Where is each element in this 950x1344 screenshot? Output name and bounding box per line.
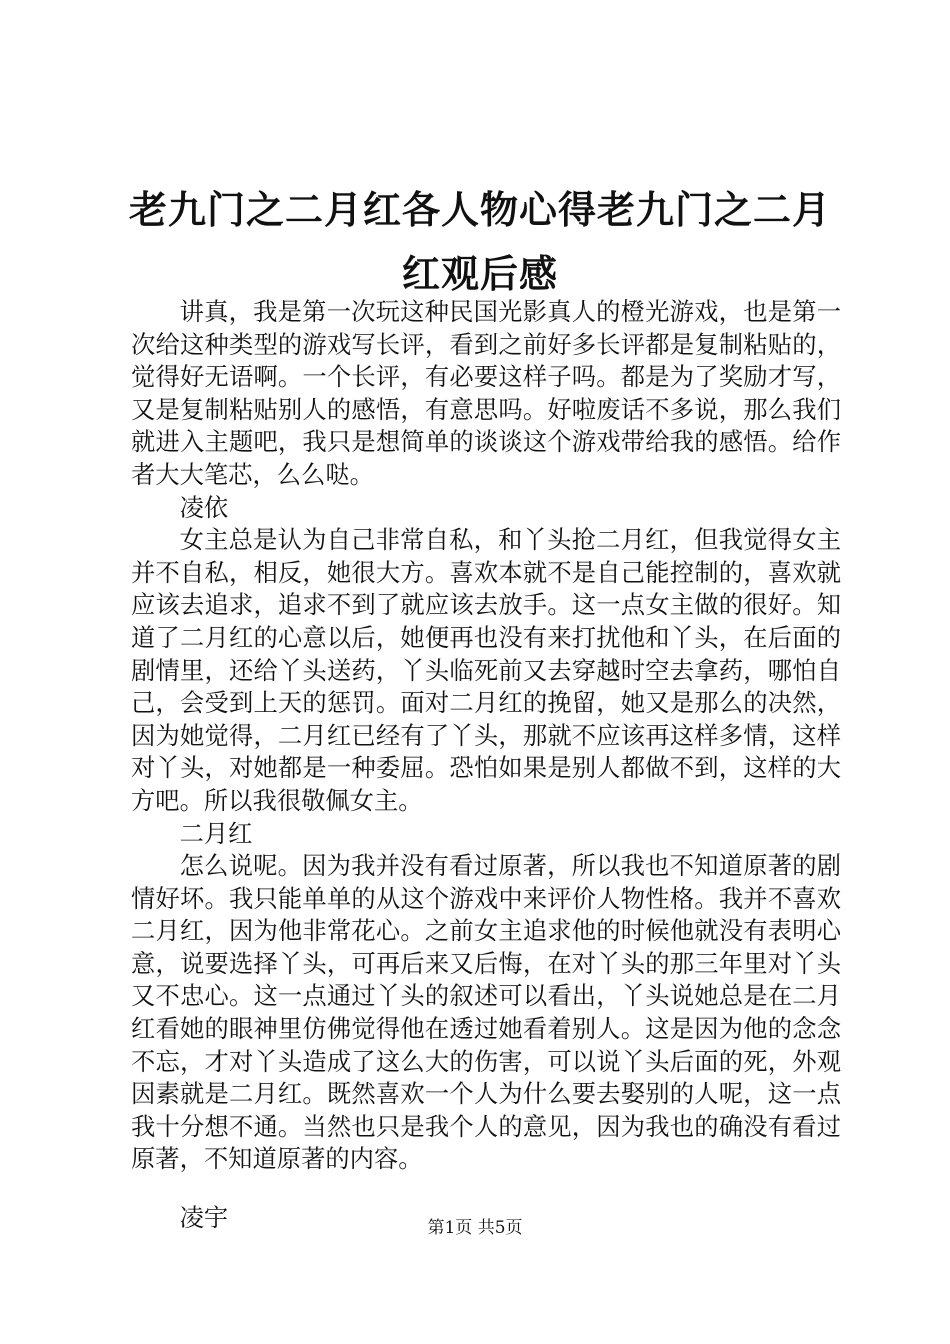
section-heading-eryuehong: 二月红 (179, 818, 253, 848)
document-body (131, 296, 841, 1235)
section-heading-lingyu: 凌宇 (179, 1203, 229, 1233)
section-heading-lingyi: 凌依 (179, 492, 229, 522)
paragraph-lingyi: 女主总是认为自己非常自私，和丫头抢二月红，但我觉得女主并不自私，相反，她很大方。喜欢本就不是自己能控制的，喜欢就应该去追求，追求不到了就应该去放手。这一点女主做的很好。知道了二月红的心意以后，她便再也没有来打扰他和丫头，在后面的剧情里，还给丫头送药，丫头临死前又去穿越时空去拿药，哪怕自己，会受到上天的惩罚。面对二月红的挽留，她又是那么的决然，因为她觉得，二月红已经有了丫头，那就不应该再这样多情，这样对丫头，对她都是一种委屈。恐怕如果是别人都做不到，这样的大方吧。所以我很敬佩女主。 (131, 525, 841, 815)
paragraph-intro: 讲真，我是第一次玩这种民国光影真人的橙光游戏，也是第一次给这种类型的游戏写长评，看到之前好多长评都是复制粘贴的，觉得好无语啊。一个长评，有必要这样子吗。都是为了奖励才写，又是复制粘贴别人的感悟，有意思吗。好啦废话不多说，那么我们就进入主题吧，我只是想简单的谈谈这个游戏带给我的感悟。给作者大大笔芯，么么哒。 (131, 297, 841, 489)
document-title: 老九门之二月红各人物心得老九门之二月红观后感 (128, 187, 831, 296)
paragraph-eryuehong: 怎么说呢。因为我并没有看过原著，所以我也不知道原著的剧情好坏。我只能单单的从这个游戏中来评价人物性格。我并不喜欢二月红，因为他非常花心。之前女主追求他的时候他就没有表明心意，说要选择丫头，可再后来又后悔，在对丫头的那三年里对丫头又不忠心。这一点通过丫头的叙述可以看出，丫头说她总是在二月红看她的眼神里仿佛觉得他在透过她看着别人。这是因为他的念念不忘，才对丫头造成了这么大的伤害，可以说丫头后面的死，外观因素就是二月红。既然喜欢一个人为什么要去娶别的人呢，这一点我十分想不通。当然也只是我个人的意见，因为我也的确没有看过原著，不知道原著的内容。 (131, 851, 841, 1174)
page-footer: 第1页 共5页 (427, 1218, 523, 1238)
